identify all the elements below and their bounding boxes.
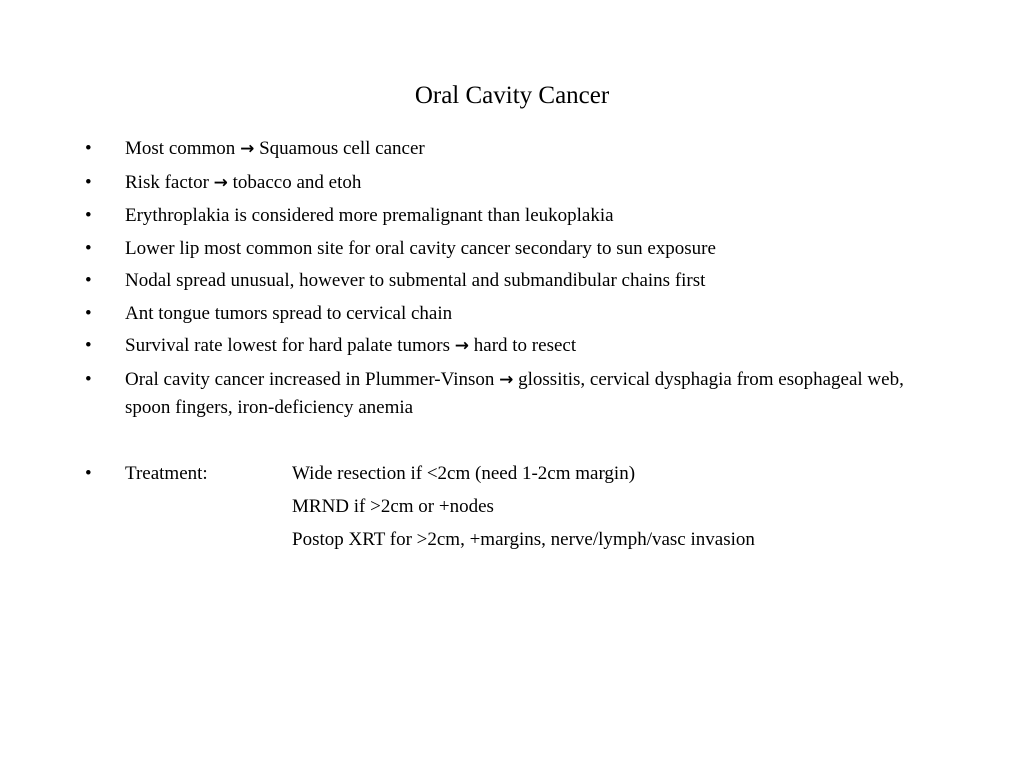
- bullet-text: Nodal spread unusual, however to submental and submandibular chains first: [125, 270, 706, 291]
- treatment-line: Postop XRT for >2cm, +margins, nerve/lymph/vasc invasion: [292, 529, 755, 550]
- bullet-text-after: tobacco and etoh: [232, 171, 362, 193]
- bullet-text: Oral cavity cancer increased in Plummer-Vinson: [125, 368, 495, 390]
- bullet-item: [85, 366, 945, 422]
- bullet-item: [85, 135, 945, 164]
- bullet-icon: •: [85, 463, 92, 484]
- arrow-right-icon: →: [213, 172, 228, 193]
- bullet-item: [85, 332, 945, 361]
- bullet-item: [85, 169, 945, 198]
- treatment-line: MRND if >2cm or +nodes: [292, 496, 494, 517]
- bullet-item: [85, 235, 945, 263]
- treatment-line: Wide resection if <2cm (need 1-2cm margin): [292, 463, 636, 484]
- arrow-right-icon: →: [454, 336, 470, 356]
- arrow-right-icon: →: [240, 139, 255, 159]
- bullet-icon: •: [85, 302, 92, 324]
- bullet-icon: •: [85, 205, 92, 226]
- arrow-right-icon: →: [499, 369, 514, 390]
- bullet-text: Risk factor: [125, 171, 209, 193]
- bullet-icon: •: [85, 335, 92, 356]
- bullet-text: Lower lip most common site for oral cavity cancer secondary to sun exposure: [125, 237, 716, 259]
- treatment-label: Treatment:: [125, 463, 208, 484]
- treatment-lines: [292, 457, 932, 556]
- bullet-item: [85, 202, 945, 230]
- bullet-text-after: glossitis, cervical dysphagia from esophageal web, spoon fingers, iron-deficiency anemia: [125, 368, 904, 418]
- bullet-list: [85, 135, 945, 427]
- bullet-text: Most common: [125, 138, 236, 159]
- bullet-icon: •: [85, 368, 92, 390]
- slide-title: Oral Cavity Cancer: [414, 82, 610, 109]
- bullet-text: Erythroplakia is considered more premalignant than leukoplakia: [125, 205, 614, 226]
- bullet-item: [85, 300, 945, 328]
- bullet-icon: •: [85, 171, 92, 193]
- bullet-icon: •: [85, 138, 92, 159]
- bullet-item: [85, 267, 945, 295]
- bullet-icon: •: [85, 237, 92, 259]
- bullet-icon: •: [85, 270, 92, 291]
- bullet-text-after: Squamous cell cancer: [259, 138, 425, 159]
- bullet-text: Survival rate lowest for hard palate tumors: [125, 335, 451, 356]
- bullet-text-after: hard to resect: [473, 335, 577, 356]
- bullet-text: Ant tongue tumors spread to cervical chain: [125, 302, 453, 324]
